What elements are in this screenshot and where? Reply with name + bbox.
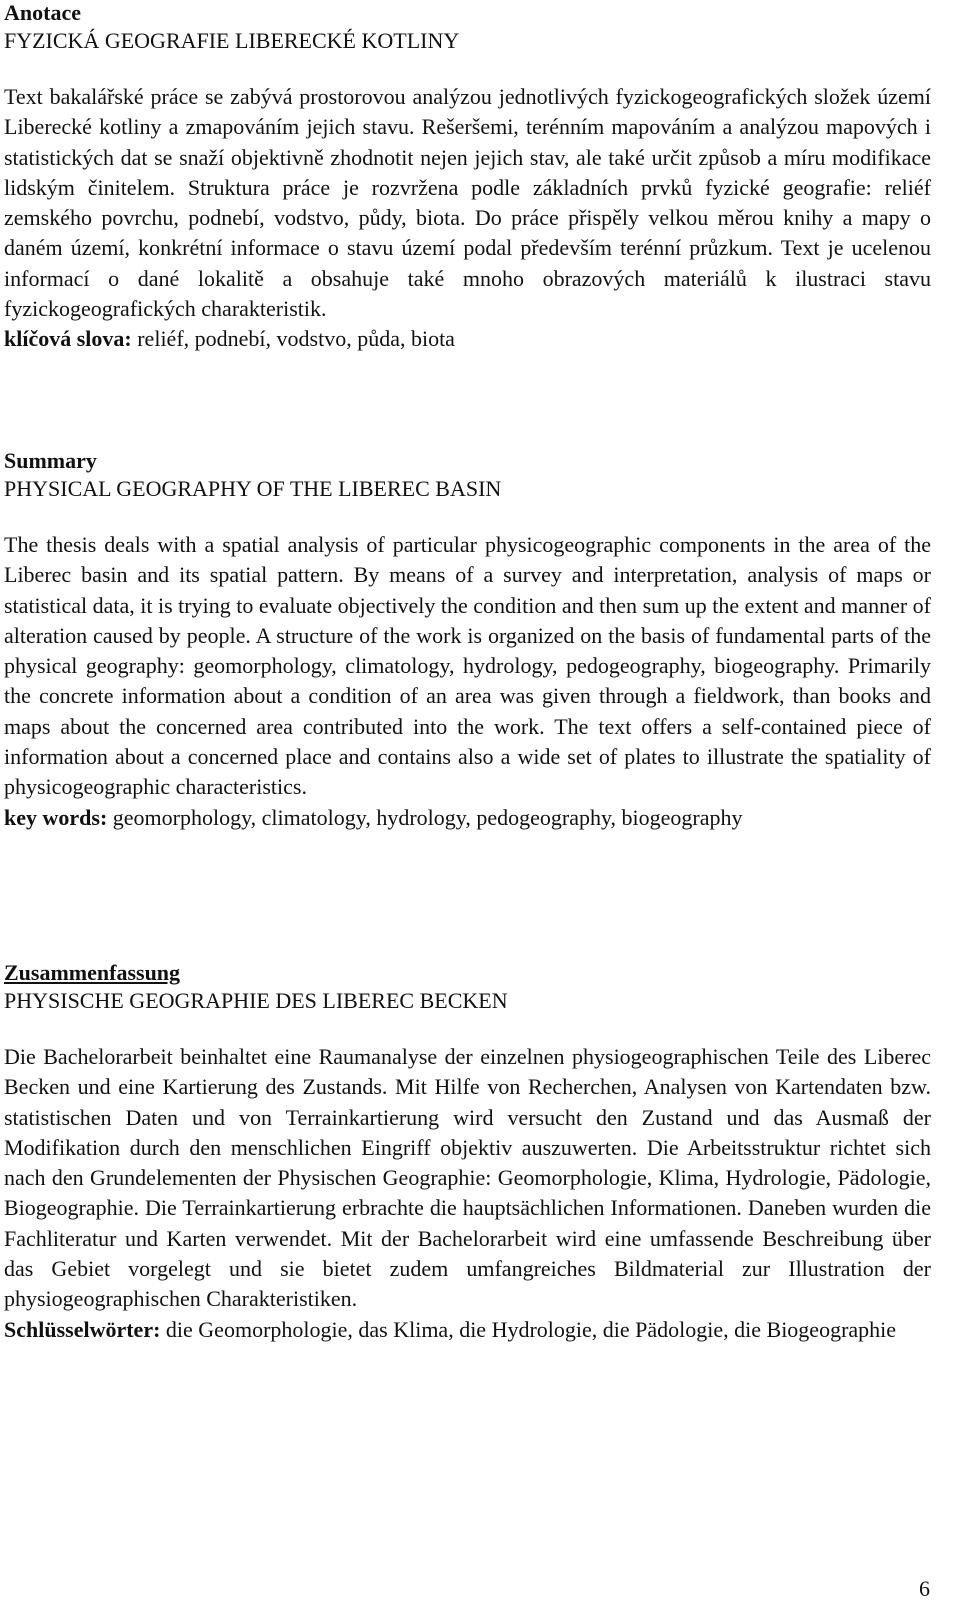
anotace-keywords bbox=[4, 324, 931, 354]
section-summary bbox=[4, 448, 931, 833]
section-zusammenfassung bbox=[4, 960, 931, 1345]
zusammenfassung-heading: Zusammenfassung bbox=[4, 960, 181, 985]
zusammenfassung-keywords-list: die Geomorphologie, das Klima, die Hydrologie, die Pädologie, die Biogeographie bbox=[160, 1316, 897, 1342]
summary-heading: Summary bbox=[4, 448, 97, 473]
summary-keywords-label: key words: bbox=[4, 804, 108, 830]
anotace-keywords-list: reliéf, podnebí, vodstvo, půda, biota bbox=[131, 326, 455, 352]
summary-title: PHYSICAL GEOGRAPHY OF THE LIBEREC BASIN bbox=[4, 476, 502, 501]
zusammenfassung-keywords bbox=[4, 1315, 931, 1345]
summary-keywords bbox=[4, 803, 931, 833]
anotace-title: FYZICKÁ GEOGRAFIE LIBERECKÉ KOTLINY bbox=[4, 28, 460, 53]
zusammenfassung-keywords-label: Schlüsselwörter: bbox=[4, 1316, 161, 1342]
anotace-keywords-label: klíčová slova: bbox=[4, 326, 132, 352]
section-anotace bbox=[4, 0, 931, 354]
anotace-heading: Anotace bbox=[4, 0, 81, 25]
summary-text: The thesis deals with a spatial analysis of particular physicogeographic components in the area of the Liberec basin and its spatial pattern. By means of a survey and interpretation, analysis of maps or statistical data, it is trying to evaluate objectively the condition and then sum up the extent and manner of alteration caused by people. A structure of the work is organized on the basis of fundamental parts of the physical geography: geomorphology, climatology, hydrology, pedogeography, biogeography. Primarily the concrete information about a condition of an area was given through a fieldwork, than books and maps about the concerned area contributed into the work. The text offers a self-contained piece of information about a concerned place and contains also a wide set of plates to illustrate the spatiality of physicogeographic characteristics. bbox=[4, 532, 931, 800]
page-number: 6 bbox=[919, 1576, 930, 1601]
summary-keywords-list: geomorphology, climatology, hydrology, pedogeography, biogeography bbox=[107, 804, 743, 830]
anotace-text: Text bakalářské práce se zabývá prostorovou analýzou jednotlivých fyzickogeografických složek území Liberecké kotliny a zmapováním jejich stavu. Rešeršemi, terénním mapováním a analýzou mapových i statistických dat se snaží objektivně zhodnotit nejen jejich stav, ale také určit způsob a míru modifikace lidským činitelem. Struktura práce je rozvržena podle základních prvků fyzické geografie: reliéf zemského povrchu, podnebí, vodstvo, půdy, biota. Do práce přispěly velkou měrou knihy a mapy o daném území, konkrétní informace o stavu území podal především terénní průzkum. Text je ucelenou informací o dané lokalitě a obsahuje také mnoho obrazových materiálů k ilustraci stavu fyzickogeografických charakteristik. bbox=[4, 84, 931, 322]
zusammenfassung-title: PHYSISCHE GEOGRAPHIE DES LIBEREC BECKEN bbox=[4, 988, 508, 1013]
zusammenfassung-text: Die Bachelorarbeit beinhaltet eine Raumanalyse der einzelnen physiogeographischen Teile des Liberec Becken und eine Kartierung des Zustands. Mit Hilfe von Recherchen, Analysen von Kartendaten bzw. statistischen Daten und von Terrainkartierung wird versucht den Zustand und das Ausmaß der Modifikation durch den menschlichen Eingriff objektiv auszuwerten. Die Arbeitsstruktur richtet sich nach den Grundelementen der Physischen Geographie: Geomorphologie, Klima, Hydrologie, Pädologie, Biogeographie. Die Terrainkartierung erbrachte die hauptsächlichen Informationen. Daneben wurden die Fachliteratur und Karten verwendet. Mit der Bachelorarbeit wird eine umfassende Beschreibung über das Gebiet vorgelegt und sie bietet zudem umfangreiches Bildmaterial zur Illustration der physiogeographischen Charakteristiken. bbox=[4, 1044, 931, 1312]
